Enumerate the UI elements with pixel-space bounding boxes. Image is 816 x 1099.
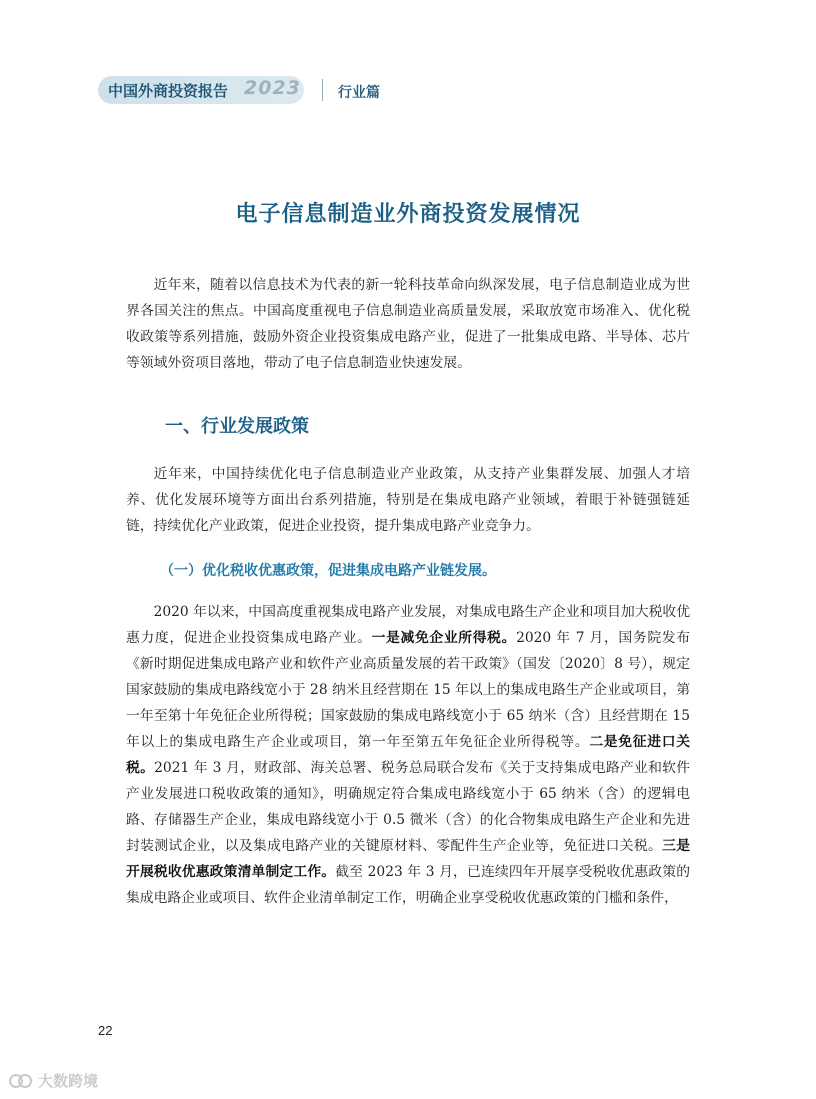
page-number: 22 [98, 1023, 113, 1038]
section-label: 行业篇 [338, 85, 380, 101]
report-year: 2023 [244, 77, 301, 99]
point-three-bold: 三是开展税收优惠政策清单制定工作。 [126, 838, 690, 880]
tax-policy-paragraph [126, 599, 690, 911]
page-title: 电子信息制造业外商投资发展情况 [235, 202, 581, 227]
tax-text-3: 2021 年 3 月，财政部、海关总署、税务总局联合发布《关于支持集成电路产业和软件产业发展进口税收政策的通知》，明确规定符合集成电路线宽小于 65 纳米（含）的逻辑电路、存储器生产企业，集成电路线宽小于 0.5 微米（含）的化合物集成电路生产企业和先进封装测试企业，以及集成电路产业的关键原材料、零配件生产企业等，免征进口关税。 [126, 760, 691, 854]
point-one-bold: 一是减免企业所得税。 [371, 630, 517, 646]
watermark [8, 1070, 98, 1091]
tax-text-1: 2020 年以来，中国高度重视集成电路产业发展，对集成电路生产企业和项目加大税收优惠力度，促进企业投资集成电路产业。 [126, 604, 690, 646]
watermark-logo-icon [8, 1072, 34, 1090]
watermark-text: 大数跨境 [38, 1072, 99, 1090]
report-title: 中国外商投资报告 [108, 82, 229, 100]
point-two-bold: 二是免征进口关税。 [126, 734, 690, 776]
tax-text-4: 截至 2023 年 3 月，已连续四年开展享受税收优惠政策的集成电路企业或项目、软件企业清单制定工作，明确企业享受税收优惠政策的门槛和条件， [126, 864, 690, 906]
policy-paragraph: 近年来，中国持续优化电子信息制造业产业政策，从支持产业集群发展、加强人才培养、优化发展环境等方面出台系列措施，特别是在集成电路产业领域，着眼于补链强链延链，持续优化产业政策，促进企业投资，提升集成电路产业竞争力。 [126, 466, 690, 534]
subsection-heading-tax: （一）优化税收优惠政策，促进集成电路产业链发展。 [160, 563, 496, 579]
section-heading-policy: 一、行业发展政策 [165, 416, 309, 437]
intro-paragraph: 近年来，随着以信息技术为代表的新一轮科技革命向纵深发展，电子信息制造业成为世界各国关注的焦点。中国高度重视电子信息制造业高质量发展，采取放宽市场准入、优化税收政策等系列措施，鼓励外资企业投资集成电路产业，促进了一批集成电路、半导体、芯片等领域外资项目落地，带动了电子信息制造业快速发展。 [126, 277, 690, 371]
tax-text-2: 2020 年 7 月，国务院发布《新时期促进集成电路产业和软件产业高质量发展的若干政策》（国发〔2020〕8 号），规定国家鼓励的集成电路线宽小于 28 纳米且经营期在 15 年以上的集成电路生产企业或项目，第一年至第十年免征企业所得税；国家鼓励的集成电路线宽小于 65 纳米（含）且经营期在 15 年以上的集成电路生产企业或项目，第一年至第五年免征企业所得税等。 [126, 630, 691, 750]
header-divider [322, 79, 323, 101]
